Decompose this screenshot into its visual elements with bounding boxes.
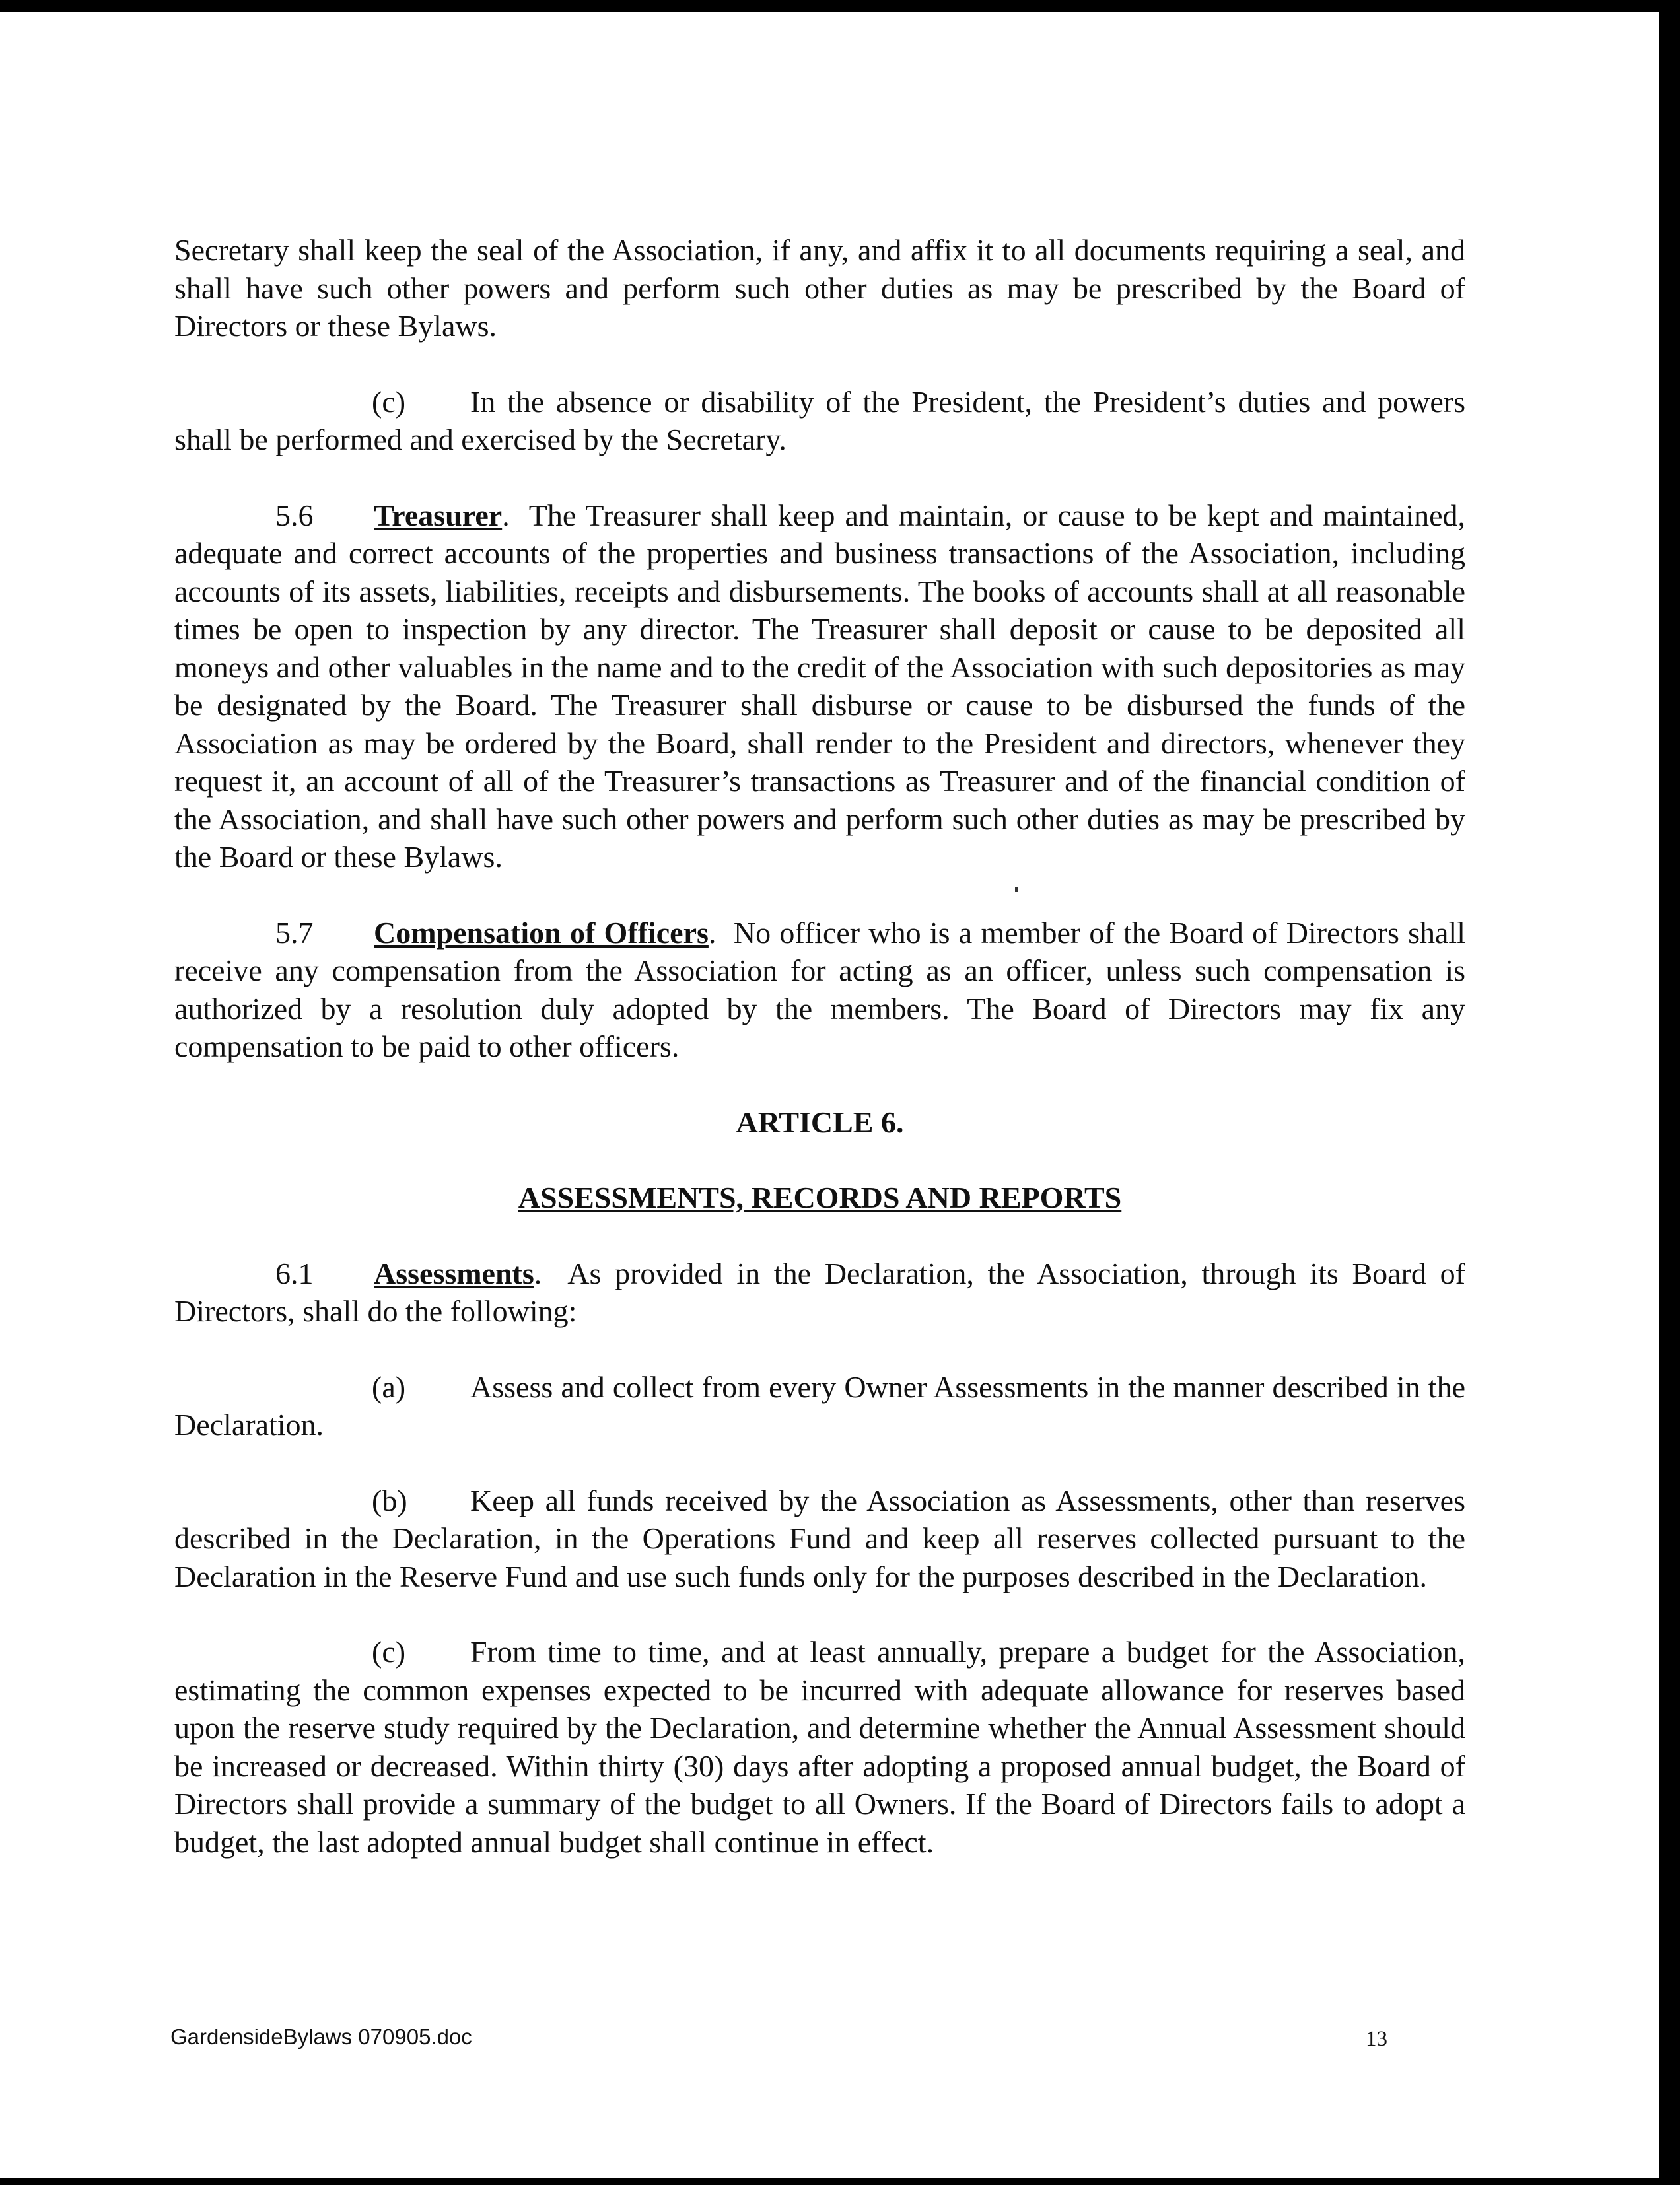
item-b — [174, 1482, 1465, 1596]
item-a — [174, 1368, 1465, 1444]
item-marker: (c) — [372, 1635, 406, 1669]
section-heading-punct: . — [502, 498, 510, 532]
footer-page-number: 13 — [1366, 2027, 1387, 2051]
section-5-7 — [174, 914, 1465, 1066]
section-heading: Compensation of Officers — [374, 915, 709, 950]
section-text: No officer who is a member of the Board of Directors shall receive any compensation from the Association for acting as an officer, unless such compensation is authorized by a resolution duly adopted by the members. The Board of Directors may fix any compensation to be paid to other officers. — [174, 915, 1465, 1063]
item-text: Keep all funds received by the Association as Assessments, other than reserves described in the Declaration, in the Operations Fund and keep all reserves collected pursuant to the Declaration in the Reserve Fund and use such funds only for the purposes described in the Declaration. — [174, 1483, 1465, 1593]
section-text: As provided in the Declaration, the Association, through its Board of Directors, shall do the following: — [174, 1256, 1465, 1328]
section-heading: Assessments — [374, 1256, 534, 1290]
section-number: 5.7 — [275, 915, 314, 950]
article-subtitle: ASSESSMENTS, RECORDS AND REPORTS — [518, 1181, 1122, 1214]
subsection-marker: (c) — [372, 384, 406, 419]
scan-speck — [1015, 887, 1018, 892]
item-text: From time to time, and at least annually, prepare a budget for the Association, estimating the common expenses expected to be incurred with adequate allowance for reserves based upon the reserve study required by the Declaration, and determine whether the Annual Assessment should be increased or decreased. Within thirty (30) days after adopting a proposed annual budget, the Board of Directors shall provide a summary of the budget to all Owners. If the Board of Directors fails to adopt a budget, the last adopted annual budget shall continue in effect. — [174, 1635, 1465, 1859]
section-heading-punct: . — [534, 1256, 542, 1290]
section-heading: Treasurer — [374, 498, 503, 532]
item-c — [174, 1633, 1465, 1861]
item-text: Assess and collect from every Owner Assessments in the manner described in the Declaration. — [174, 1370, 1465, 1441]
section-5-6 — [174, 497, 1465, 876]
item-marker: (b) — [372, 1483, 407, 1517]
section-number: 6.1 — [275, 1256, 314, 1290]
item-marker: (a) — [372, 1370, 406, 1404]
section-heading-punct: . — [708, 915, 717, 950]
article-title: ARTICLE 6. — [736, 1105, 904, 1139]
body-text — [174, 231, 1465, 1861]
footer-filename: GardensideBylaws 070905.doc — [170, 2025, 472, 2049]
section-text: The Treasurer shall keep and maintain, or cause to be kept and maintained, adequate and correct accounts of the properties and business transactions of the Association, including accounts of its assets, liabilities, receipts and disbursements. The books of accounts shall at all reasonable times be open to inspection by any director. The Treasurer shall deposit or cause to be deposited all moneys and other valuables in the name and to the credit of the Association with such depositories as may be designated by the Board. The Treasurer shall disburse or cause to be disbursed the funds of the Association as may be ordered by the Board, shall render to the President and directors, whenever they request it, an account of all of the Treasurer’s transactions as Treasurer and of the financial condition of the Association, and shall have such other powers and perform such other duties as may be prescribed by the Board or these Bylaws. — [174, 498, 1465, 874]
subsection-text: In the absence or disability of the President, the President’s duties and powers shall be performed and exercised by the Secretary. — [174, 384, 1465, 456]
document-page — [0, 12, 1659, 2178]
intro-paragraph: Secretary shall keep the seal of the Association, if any, and affix it to all documents requiring a seal, and shall have such other powers and perform such other duties as may be prescribed by the Board of Directors or these Bylaws. — [174, 233, 1465, 343]
subsection-c-secretary — [174, 383, 1465, 459]
section-number: 5.6 — [275, 498, 314, 532]
section-6-1 — [174, 1255, 1465, 1331]
